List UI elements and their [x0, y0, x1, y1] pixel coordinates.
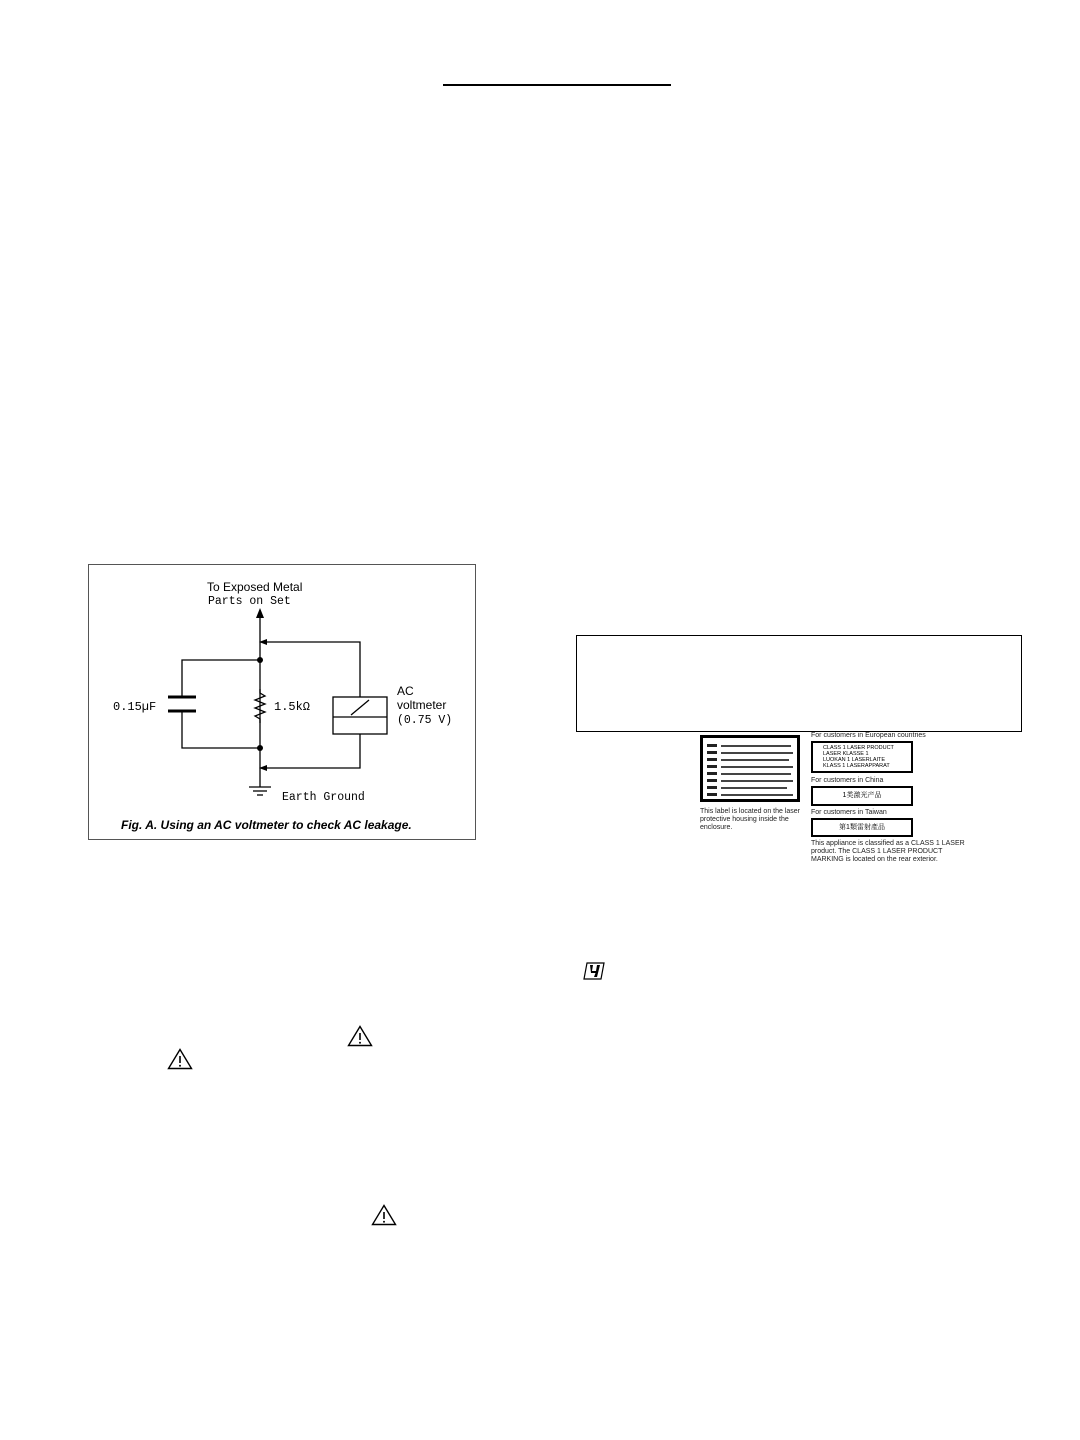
eu-laser-label [811, 741, 913, 773]
label-ac: AC [397, 684, 414, 698]
figure-caption: Fig. A. Using an AC voltmeter to check AC leakage. [121, 818, 412, 832]
label-exposed-metal: To Exposed Metal [207, 580, 303, 594]
appliance-note-line-1: This appliance is classified as a CLASS 1 LASER [811, 840, 965, 847]
label-capacitor: 0.15µF [113, 700, 157, 714]
appliance-note-line-2: product. The CLASS 1 LASER PRODUCT [811, 848, 943, 855]
eu-line-1: CLASS 1 LASER PRODUCT [823, 745, 894, 751]
eu-line-4: KLASS 1 LASERAPPARAT [823, 763, 890, 769]
brand-logo-icon [582, 961, 606, 981]
cn-heading: For customers in China [811, 777, 884, 784]
eu-line-2: LASER KLASSE 1 [823, 751, 869, 757]
warning-triangle-icon [371, 1204, 397, 1226]
warning-triangle-icon [347, 1025, 373, 1047]
enclosure-note-line-3: enclosure. [700, 824, 733, 831]
title-underline [443, 84, 671, 86]
cn-laser-label: 1类激光产品 [811, 786, 913, 806]
eu-heading: For customers in European countries [811, 732, 926, 739]
label-parts-on-set: Parts on Set [208, 595, 291, 608]
label-voltmeter: voltmeter [397, 698, 447, 712]
enclosure-note-line-2: protective housing inside the [700, 816, 789, 823]
enclosure-note-line-1: This label is located on the laser [700, 808, 800, 815]
notice-box [576, 635, 1022, 732]
label-voltage: (0.75 V) [397, 714, 453, 727]
appliance-note-line-3: MARKING is located on the rear exterior. [811, 856, 938, 863]
tw-heading: For customers in Taiwan [811, 809, 887, 816]
circuit-diagram [89, 565, 475, 839]
tw-laser-label: 第1類雷射產品 [811, 818, 913, 837]
laser-caution-label [700, 735, 800, 802]
label-earth-ground: Earth Ground [282, 791, 365, 804]
label-resistor: 1.5kΩ [274, 700, 311, 714]
eu-line-3: LUOKAN 1 LASERLAITE [823, 757, 886, 763]
warning-triangle-icon [167, 1048, 193, 1070]
figure-ac-leakage [88, 564, 476, 840]
